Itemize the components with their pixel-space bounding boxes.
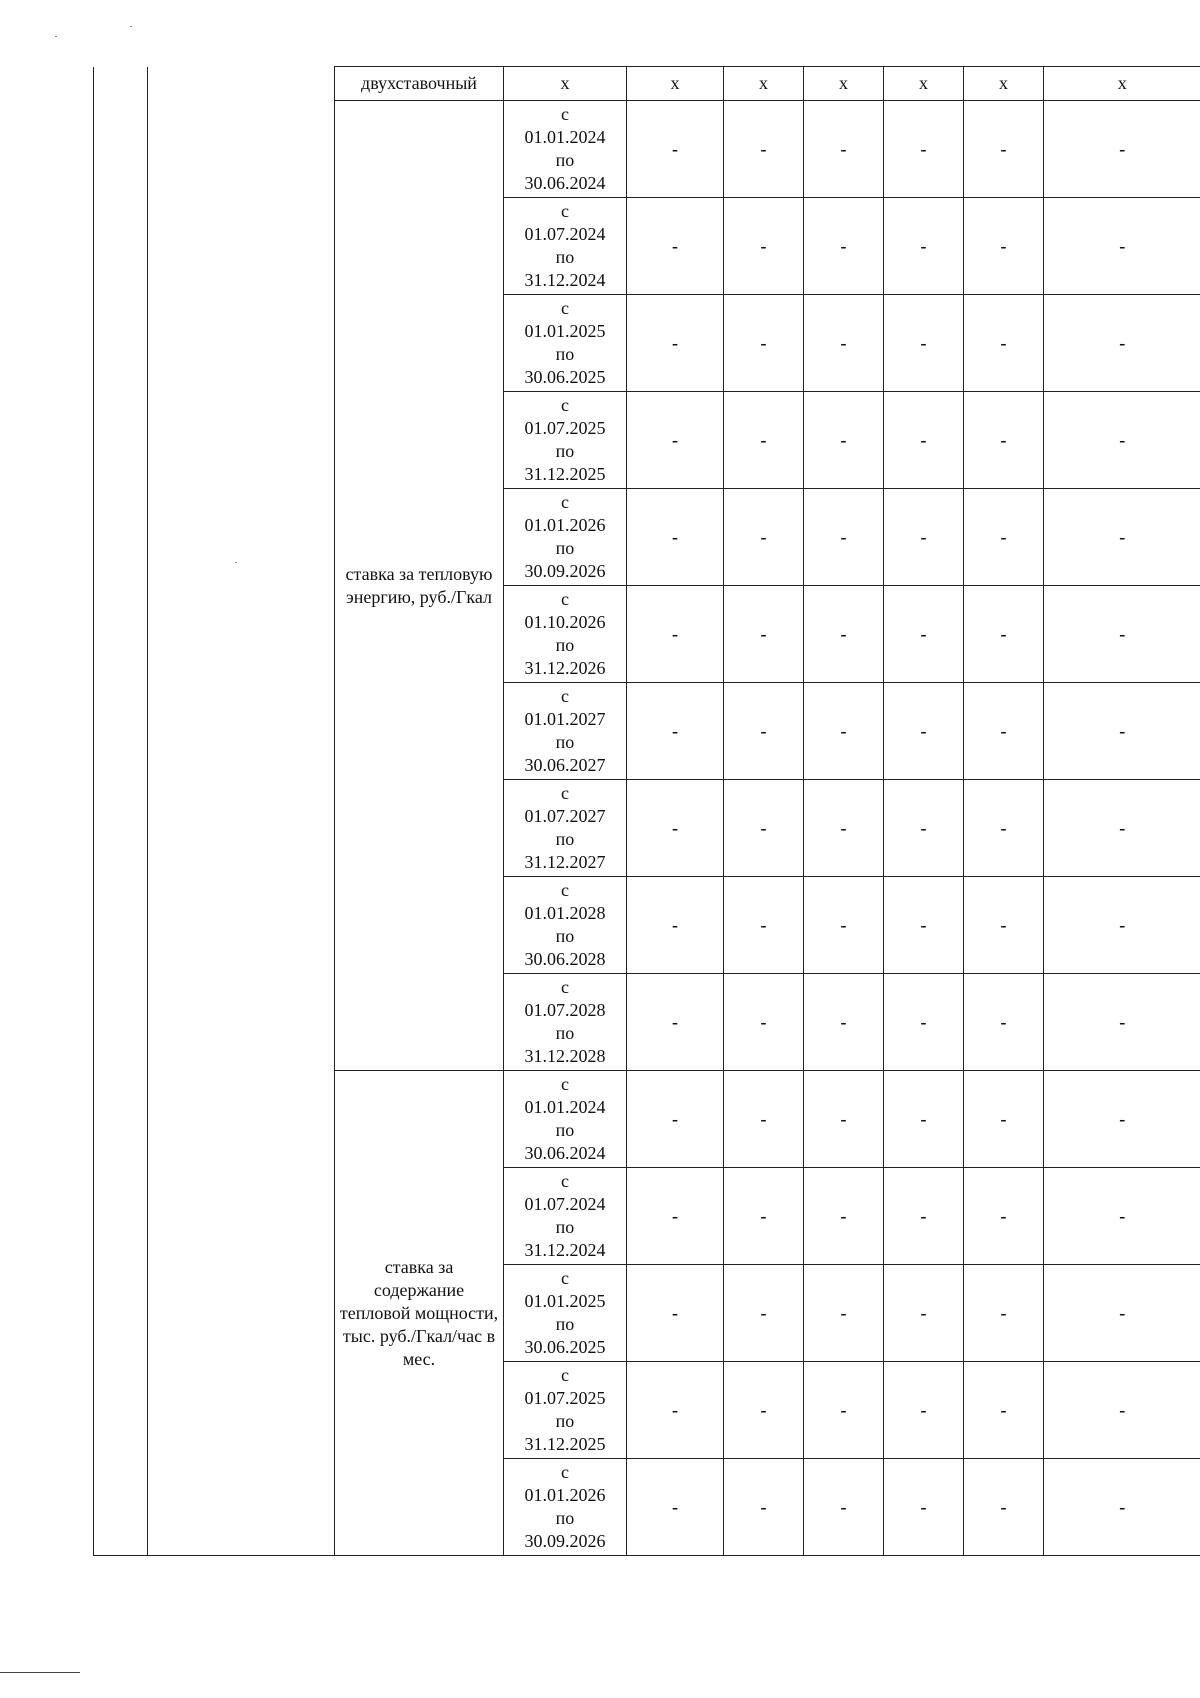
tariff-type-cell: двухставочный [335, 67, 504, 101]
value-cell: - [884, 1362, 964, 1459]
scan-speck [130, 26, 132, 27]
period-end: 30.06.2024 [524, 173, 606, 193]
header-mark: х [724, 67, 804, 101]
value-cell: - [724, 1265, 804, 1362]
blank-cell-2 [148, 67, 335, 1556]
period-start: 01.07.2025 [524, 418, 606, 438]
value-cell: - [964, 1265, 1044, 1362]
value-cell: - [1044, 780, 1200, 877]
value-cell: - [1044, 1362, 1200, 1459]
period-text [504, 394, 626, 486]
period-start: 01.01.2024 [524, 127, 606, 147]
period-start: 01.01.2025 [524, 321, 606, 341]
period-text [504, 1364, 626, 1456]
period-start: 01.01.2024 [524, 1097, 606, 1117]
value-cell: - [1044, 586, 1200, 683]
period-start: 01.01.2027 [524, 709, 606, 729]
value-cell: - [884, 974, 964, 1071]
value-cell: - [1044, 198, 1200, 295]
value-cell: - [804, 780, 884, 877]
value-cell: - [804, 489, 884, 586]
period-cell [504, 877, 627, 974]
period-text [504, 1461, 626, 1553]
value-cell: - [1044, 877, 1200, 974]
tariff-table [93, 66, 1200, 1556]
value-cell: - [964, 1362, 1044, 1459]
period-to: по [555, 538, 575, 558]
value-cell: - [964, 974, 1044, 1071]
value-cell: - [1044, 1168, 1200, 1265]
period-from: с [561, 1171, 569, 1191]
value-cell: - [884, 780, 964, 877]
value-cell: - [884, 586, 964, 683]
period-end: 30.06.2025 [524, 1337, 606, 1357]
period-cell [504, 1459, 627, 1556]
period-from: с [561, 201, 569, 221]
value-cell: - [964, 1168, 1044, 1265]
value-cell: - [804, 586, 884, 683]
period-end: 31.12.2025 [524, 464, 606, 484]
period-end: 31.12.2024 [524, 1240, 606, 1260]
period-to: по [555, 732, 575, 752]
value-cell: - [804, 392, 884, 489]
period-start: 01.01.2025 [524, 1291, 606, 1311]
value-cell: - [724, 1362, 804, 1459]
period-end: 31.12.2024 [524, 270, 606, 290]
value-cell: - [884, 1265, 964, 1362]
value-cell: - [627, 683, 724, 780]
value-cell: - [627, 1459, 724, 1556]
period-cell [504, 489, 627, 586]
period-start: 01.01.2028 [524, 903, 606, 923]
value-cell: - [724, 198, 804, 295]
value-cell: - [1044, 974, 1200, 1071]
value-cell: - [804, 877, 884, 974]
value-cell: - [1044, 101, 1200, 198]
period-to: по [555, 926, 575, 946]
value-cell: - [884, 877, 964, 974]
value-cell: - [804, 1265, 884, 1362]
value-cell: - [724, 1168, 804, 1265]
value-cell: - [1044, 1071, 1200, 1168]
period-cell [504, 101, 627, 198]
period-to: по [555, 247, 575, 267]
value-cell: - [804, 295, 884, 392]
period-end: 30.09.2026 [524, 561, 606, 581]
value-cell: - [804, 1362, 884, 1459]
scan-speck [55, 36, 57, 37]
period-text [504, 491, 626, 583]
value-cell: - [804, 974, 884, 1071]
value-cell: - [964, 586, 1044, 683]
period-text [504, 685, 626, 777]
period-start: 01.07.2024 [524, 1194, 606, 1214]
value-cell: - [884, 392, 964, 489]
period-cell [504, 974, 627, 1071]
value-cell: - [627, 1168, 724, 1265]
value-cell: - [964, 101, 1044, 198]
header-mark: х [504, 67, 627, 101]
value-cell: - [1044, 1459, 1200, 1556]
value-cell: - [627, 974, 724, 1071]
period-from: с [561, 298, 569, 318]
period-end: 31.12.2026 [524, 658, 606, 678]
value-cell: - [724, 489, 804, 586]
rate-label: ставка за содержание тепловой мощности, тыс. руб./Гкал/час в мес. [339, 1256, 499, 1369]
period-cell [504, 1362, 627, 1459]
value-cell: - [627, 1265, 724, 1362]
value-cell: - [964, 295, 1044, 392]
value-cell: - [627, 1362, 724, 1459]
period-start: 01.07.2028 [524, 1000, 606, 1020]
value-cell: - [884, 489, 964, 586]
value-cell: - [804, 1459, 884, 1556]
period-start: 01.07.2024 [524, 224, 606, 244]
period-to: по [555, 1508, 575, 1528]
value-cell: - [884, 295, 964, 392]
value-cell: - [627, 101, 724, 198]
period-start: 01.07.2027 [524, 806, 606, 826]
value-cell: - [964, 683, 1044, 780]
value-cell: - [804, 1071, 884, 1168]
period-from: с [561, 1074, 569, 1094]
value-cell: - [627, 1071, 724, 1168]
table-body [94, 67, 1200, 1556]
period-from: с [561, 1365, 569, 1385]
value-cell: - [884, 1071, 964, 1168]
value-cell: - [804, 198, 884, 295]
period-cell [504, 1168, 627, 1265]
period-from: с [561, 977, 569, 997]
period-text [504, 200, 626, 292]
period-text [504, 879, 626, 971]
value-cell: - [964, 1459, 1044, 1556]
value-cell: - [804, 1168, 884, 1265]
period-from: с [561, 1462, 569, 1482]
value-cell: - [627, 586, 724, 683]
period-cell [504, 295, 627, 392]
header-mark: х [627, 67, 724, 101]
period-text [504, 782, 626, 874]
period-from: с [561, 589, 569, 609]
value-cell: - [724, 1071, 804, 1168]
period-start: 01.01.2026 [524, 1485, 606, 1505]
period-to: по [555, 1217, 575, 1237]
header-mark: х [884, 67, 964, 101]
period-to: по [555, 150, 575, 170]
value-cell: - [1044, 683, 1200, 780]
period-from: с [561, 783, 569, 803]
value-cell: - [627, 877, 724, 974]
value-cell: - [724, 586, 804, 683]
value-cell: - [627, 392, 724, 489]
period-to: по [555, 635, 575, 655]
period-from: с [561, 395, 569, 415]
value-cell: - [724, 974, 804, 1071]
period-from: с [561, 880, 569, 900]
period-cell [504, 1265, 627, 1362]
period-from: с [561, 1268, 569, 1288]
period-text [504, 976, 626, 1068]
value-cell: - [627, 295, 724, 392]
value-cell: - [1044, 392, 1200, 489]
blank-cell-1 [94, 67, 148, 1556]
period-to: по [555, 344, 575, 364]
rate-label-cell [335, 101, 504, 1071]
value-cell: - [964, 198, 1044, 295]
period-cell [504, 1071, 627, 1168]
period-to: по [555, 441, 575, 461]
value-cell: - [884, 198, 964, 295]
period-from: с [561, 686, 569, 706]
header-mark: х [804, 67, 884, 101]
period-to: по [555, 1314, 575, 1334]
period-start: 01.07.2025 [524, 1388, 606, 1408]
period-to: по [555, 1023, 575, 1043]
period-from: с [561, 492, 569, 512]
period-end: 31.12.2025 [524, 1434, 606, 1454]
period-cell [504, 198, 627, 295]
value-cell: - [884, 1459, 964, 1556]
period-end: 30.06.2025 [524, 367, 606, 387]
value-cell: - [964, 1071, 1044, 1168]
value-cell: - [964, 392, 1044, 489]
value-cell: - [627, 489, 724, 586]
rate-label: ставка за тепловую энергию, руб./Гкал [345, 563, 493, 607]
scan-mark-line [0, 1672, 80, 1673]
value-cell: - [724, 877, 804, 974]
value-cell: - [964, 489, 1044, 586]
rate-label-cell [335, 1071, 504, 1556]
value-cell: - [1044, 1265, 1200, 1362]
value-cell: - [724, 780, 804, 877]
value-cell: - [724, 683, 804, 780]
period-text [504, 1267, 626, 1359]
header-mark: х [1044, 67, 1200, 101]
scan-speck [235, 562, 237, 563]
period-end: 31.12.2027 [524, 852, 606, 872]
value-cell: - [724, 1459, 804, 1556]
value-cell: - [884, 101, 964, 198]
value-cell: - [884, 683, 964, 780]
value-cell: - [804, 101, 884, 198]
period-text [504, 103, 626, 195]
value-cell: - [627, 198, 724, 295]
value-cell: - [804, 683, 884, 780]
period-to: по [555, 829, 575, 849]
value-cell: - [1044, 489, 1200, 586]
period-start: 01.01.2026 [524, 515, 606, 535]
period-text [504, 1170, 626, 1262]
value-cell: - [1044, 295, 1200, 392]
header-mark: х [964, 67, 1044, 101]
period-text [504, 297, 626, 389]
period-text [504, 1073, 626, 1165]
value-cell: - [964, 877, 1044, 974]
period-to: по [555, 1411, 575, 1431]
period-end: 30.06.2028 [524, 949, 606, 969]
value-cell: - [724, 295, 804, 392]
header-row [94, 67, 1200, 101]
period-from: с [561, 104, 569, 124]
value-cell: - [884, 1168, 964, 1265]
period-cell [504, 392, 627, 489]
value-cell: - [724, 101, 804, 198]
period-end: 30.06.2024 [524, 1143, 606, 1163]
period-cell [504, 586, 627, 683]
period-to: по [555, 1120, 575, 1140]
value-cell: - [724, 392, 804, 489]
value-cell: - [627, 780, 724, 877]
period-cell [504, 683, 627, 780]
period-start: 01.10.2026 [524, 612, 606, 632]
period-end: 30.09.2026 [524, 1531, 606, 1551]
value-cell: - [964, 780, 1044, 877]
period-cell [504, 780, 627, 877]
period-end: 30.06.2027 [524, 755, 606, 775]
period-end: 31.12.2028 [524, 1046, 606, 1066]
period-text [504, 588, 626, 680]
